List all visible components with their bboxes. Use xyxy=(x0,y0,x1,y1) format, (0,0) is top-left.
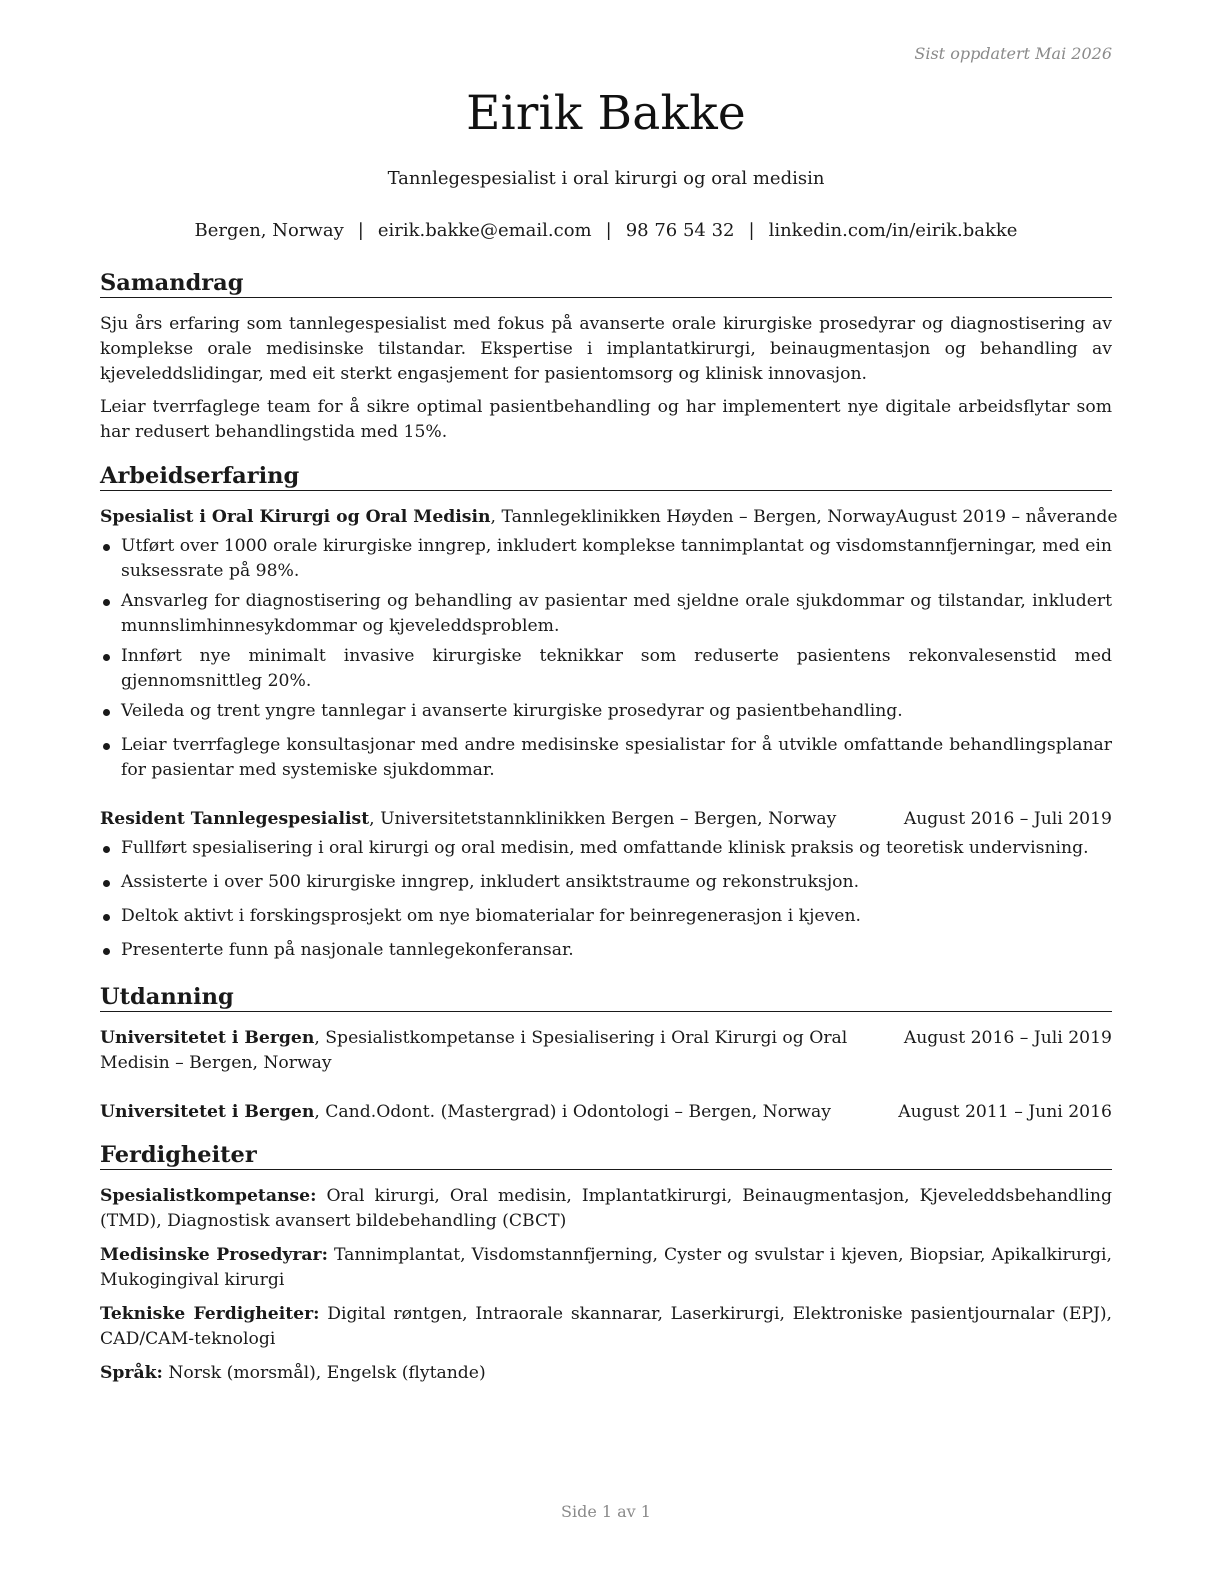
education-dates: August 2011 – Juni 2016 xyxy=(898,1102,1112,1122)
contact-separator: | xyxy=(748,220,755,241)
skill-group xyxy=(100,1184,1112,1234)
education-school: Universitetet i Bergen xyxy=(100,1102,315,1122)
bullet-dot-icon xyxy=(103,743,110,750)
bullet-dot-icon xyxy=(103,880,110,887)
resume-page xyxy=(100,0,1118,1584)
candidate-subtitle: Tannlegespesialist i oral kirurgi og oral medisin xyxy=(387,168,825,189)
education-degree: , Cand.Odont. (Mastergrad) i Odontologi – Bergen, Norway xyxy=(314,1102,831,1122)
education-degree: , Spesialistkompetanse i Spesialisering i Oral Kirurgi og Oral Medisin – Bergen, Norway xyxy=(100,1028,848,1073)
education-description xyxy=(100,1100,831,1125)
bullet-text: Veileda og trent yngre tannlegar i avanserte kirurgiske prosedyrar og pasientbehandling. xyxy=(121,701,903,721)
skill-text: Norsk (morsmål), Engelsk (flytande) xyxy=(162,1363,486,1383)
bullet-text: Assisterte i over 500 kirurgiske inngrep, inkludert ansiktstraume og rekonstruksjon. xyxy=(121,872,860,892)
job-dates: August 2019 – nåverande xyxy=(895,507,1118,527)
job-title: Resident Tannlegespesialist xyxy=(100,809,370,829)
education-school: Universitetet i Bergen xyxy=(100,1028,315,1048)
candidate-name: Eirik Bakke xyxy=(466,86,746,141)
skill-group xyxy=(100,1302,1112,1352)
bullet-dot-icon xyxy=(103,654,110,661)
job-entry xyxy=(100,807,1112,963)
contact-separator: | xyxy=(605,220,612,241)
bullet-dot-icon xyxy=(103,846,110,853)
bullet-dot-icon xyxy=(103,914,110,921)
bullet-item xyxy=(100,733,1112,783)
summary-section xyxy=(100,270,1112,445)
bullet-item xyxy=(100,534,1112,584)
job-header xyxy=(100,505,1118,530)
skill-label: Tekniske Ferdigheiter: xyxy=(100,1304,320,1324)
bullet-text: Ansvarleg for diagnostisering og behandling av pasientar med sjeldne orale sjukdommar og tilstandar, inkludert munnslimhinnesykdommar og kjeveleddsproblem. xyxy=(121,591,1112,636)
education-entry xyxy=(100,1026,1112,1076)
skill-group xyxy=(100,1243,1112,1293)
contact-email[interactable]: eirik.bakke@email.com xyxy=(377,220,592,241)
contact-location: Bergen, Norway xyxy=(194,220,344,241)
bullet-item xyxy=(100,904,1112,929)
bullet-text: Utført over 1000 orale kirurgiske inngrep, inkludert komplekse tannimplantat og visdomstannfjerningar, med ein suksessrate på 98%. xyxy=(121,536,1112,581)
section-title-summary: Samandrag xyxy=(100,270,1112,298)
page-number: Side 1 av 1 xyxy=(561,1502,651,1521)
job-dates: August 2016 – Juli 2019 xyxy=(903,809,1112,829)
section-title-skills: Ferdigheiter xyxy=(100,1142,1112,1170)
bullet-dot-icon xyxy=(103,709,110,716)
section-title-education: Utdanning xyxy=(100,984,1112,1012)
education-section xyxy=(100,984,1112,1125)
skill-label: Medisinske Prosedyrar: xyxy=(100,1245,328,1265)
contact-separator: | xyxy=(357,220,364,241)
bullet-dot-icon xyxy=(103,544,110,551)
bullet-item xyxy=(100,699,1112,724)
skill-text: Tannimplantat, Visdomstannfjerning, Cyster og svulstar i kjeven, Biopsiar, Apikalkirurgi, Mukogingival kirurgi xyxy=(100,1245,1112,1290)
skills-section xyxy=(100,1142,1112,1386)
summary-paragraph: Sju års erfaring som tannlegespesialist med fokus på avanserte orale kirurgiske prosedyrar og diagnostisering av komplekse orale medisinske tilstandar. Ekspertise i implantatkirurgi, beinaugmentasjon og behandling av kjeveleddslidingar, med eit sterkt engasjement for pasientomsorg og klinisk innovasjon. xyxy=(100,314,1112,384)
skill-label: Språk: xyxy=(100,1363,163,1383)
bullet-dot-icon xyxy=(103,599,110,606)
education-description xyxy=(100,1026,880,1076)
bullet-text: Fullført spesialisering i oral kirurgi og oral medisin, med omfattande klinisk praksis og teoretisk undervisning. xyxy=(121,838,1089,858)
bullet-item xyxy=(100,870,1112,895)
job-employer: , Tannlegeklinikken Høyden – Bergen, Norway xyxy=(490,507,896,527)
skill-group xyxy=(100,1361,1112,1386)
summary-paragraph: Leiar tverrfaglege team for å sikre optimal pasientbehandling og har implementert nye digitale arbeidsflytar som har redusert behandlingstida med 15%. xyxy=(100,397,1112,442)
job-role-line xyxy=(100,505,896,530)
bullet-item xyxy=(100,938,1112,963)
education-dates: August 2016 – Juli 2019 xyxy=(903,1028,1112,1048)
bullet-text: Deltok aktivt i forskingsprosjekt om nye biomaterialar for beinregenerasjon i kjeven. xyxy=(121,906,862,926)
bullet-dot-icon xyxy=(103,948,110,955)
experience-section xyxy=(100,463,1118,963)
skill-text: Oral kirurgi, Oral medisin, Implantatkirurgi, Beinaugmentasjon, Kjeveleddsbehandling (TMD), Diagnostisk avansert bildebehandling (CBCT) xyxy=(100,1186,1112,1231)
section-title-experience: Arbeidserfaring xyxy=(100,463,1112,491)
job-bullets xyxy=(100,534,1112,783)
job-entry xyxy=(100,505,1118,783)
bullet-text: Presenterte funn på nasjonale tannlegekonferansar. xyxy=(121,940,574,960)
bullet-item xyxy=(100,644,1112,694)
skill-label: Spesialistkompetanse: xyxy=(100,1186,317,1206)
contact-phone: 98 76 54 32 xyxy=(625,220,735,241)
bullet-item xyxy=(100,589,1112,639)
job-title: Spesialist i Oral Kirurgi og Oral Medisin xyxy=(100,507,491,527)
last-updated-note: Sist oppdatert Mai 2026 xyxy=(914,44,1112,63)
contact-line xyxy=(100,220,1112,241)
job-header xyxy=(100,807,1112,832)
job-employer: , Universitetstannklinikken Bergen – Bergen, Norway xyxy=(369,809,837,829)
job-role-line xyxy=(100,807,836,832)
bullet-text: Leiar tverrfaglege konsultasjonar med andre medisinske spesialistar for å utvikle omfattande behandlingsplanar for pasientar med systemiske sjukdommar. xyxy=(121,735,1112,780)
skill-text: Digital røntgen, Intraorale skannarar, Laserkirurgi, Elektroniske pasientjournalar (EPJ), CAD/​CAM-teknologi xyxy=(100,1304,1112,1349)
bullet-item xyxy=(100,836,1112,861)
job-bullets xyxy=(100,836,1112,963)
contact-linkedin[interactable]: linkedin.com/in/eirik.bakke xyxy=(768,220,1018,241)
bullet-text: Innført nye minimalt invasive kirurgiske teknikkar som reduserte pasientens rekonvalesenstid med gjennomsnittleg 20%. xyxy=(121,646,1112,691)
education-entry xyxy=(100,1100,1112,1125)
